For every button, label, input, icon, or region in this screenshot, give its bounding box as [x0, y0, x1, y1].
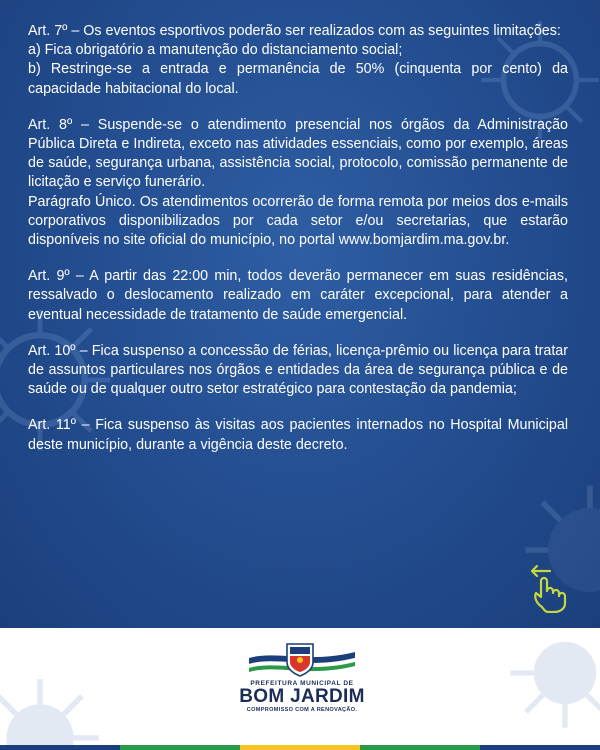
city-emblem-icon: [247, 642, 357, 678]
article-line: Art. 10º – Fica suspenso a concessão de férias, licença-prêmio ou licença para tratar de assuntos particulares nos órgãos e entidades da área de segurança pública e de saúde ou de qualquer outro setor estratégico para contestação da pandemia;: [28, 342, 568, 398]
stripe-segment: [360, 745, 480, 750]
swipe-hand-icon: [528, 563, 568, 613]
article-paragraph: [28, 416, 568, 454]
city-logo: [222, 642, 382, 738]
color-stripe: [0, 745, 600, 750]
article-paragraph: [28, 116, 568, 250]
article-paragraph: [28, 22, 568, 99]
stripe-segment: [480, 745, 600, 750]
article-line: Art. 8º – Suspende-se o atendimento presencial nos órgãos da Administração Pública Direta e Indireta, exceto nas atividades essenciais, como por exemplo, áreas de saúde, segurança urbana, assistência social, protocolo, comissão permanente de licitação e serviço funerário.: [28, 116, 568, 191]
city-name: BOM JARDIM: [239, 686, 365, 707]
virus-decoration-icon: [500, 628, 600, 738]
article-line: Art. 7º – Os eventos esportivos poderão ser realizados com as seguintes limitações:: [28, 23, 561, 39]
article-line: a) Fica obrigatório a manutenção do distanciamento social;: [28, 42, 403, 59]
decree-text: [28, 22, 568, 472]
article-line: b) Restringe-se a entrada e permanência de 50% (cinquenta por cento) da capacidade habitacional do local.: [28, 61, 568, 97]
article-line: Parágrafo Único. Os atendimentos ocorrerão de forma remota por meios dos e-mails corporativos disponibilizados por cada setor e/ou secretarias, que estarão disponíveis no site oficial do município, no portal www.bomjardim.ma.gov.br.: [28, 193, 568, 249]
article-paragraph: [28, 342, 568, 400]
article-line: Art. 11º – Fica suspenso às visitas aos pacientes internados no Hospital Municipal deste município, durante a vigência deste decreto.: [28, 417, 568, 453]
article-paragraph: [28, 267, 568, 325]
stripe-segment: [0, 745, 120, 750]
stripe-segment: [120, 745, 240, 750]
city-slogan: COMPROMISSO COM A RENOVAÇÃO.: [246, 707, 358, 713]
article-line: Art. 9º – A partir das 22:00 min, todos deverão permanecer em suas residências, ressalvado o deslocamento realizado em caráter excepcional, para atender a eventual necessidade de tratamento de saúde emergencial.: [28, 268, 568, 323]
footer: [0, 628, 600, 750]
virus-decoration-icon: [0, 668, 110, 750]
stripe-segment: [240, 745, 360, 750]
prefeitura-label: PREFEITURA MUNICIPAL DE: [250, 680, 354, 687]
